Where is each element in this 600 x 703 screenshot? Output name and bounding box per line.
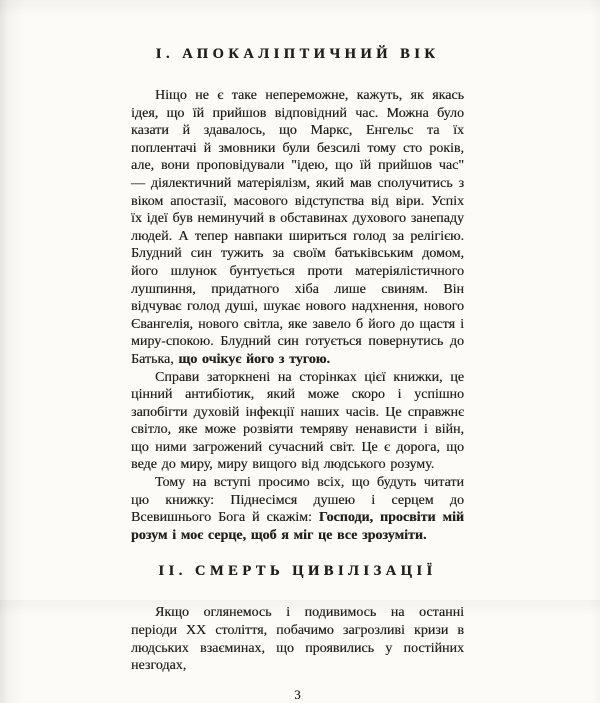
paragraph (131, 474, 464, 544)
paragraph-text: Тому на вступі просимо всіх, що будуть читати цю книжку: Піднесімся душею і серцем до Всевишнього Бога й скажім: (131, 475, 464, 526)
paragraph-text-emphasis: що очікує його з тугою. (178, 351, 330, 367)
paragraph (131, 604, 464, 674)
chapter-heading-apocalyptic-age: І. АПОКАЛІПТИЧНИЙ ВІК (155, 46, 440, 62)
paragraph-text-emphasis: Господи, просвіти мій розум і моє серце, щоб я міг це все зрозуміти. (131, 510, 464, 543)
chapter-heading-death-of-civilization: ІІ. СМЕРТЬ ЦИВІЛІЗАЦІЇ (158, 563, 437, 580)
paragraph-text: Справи заторкнені на сторінках цієї книжки, це цінний антибіотик, який може скоро і успішно запобігти духовій інфекції наших часів. Це справжнє світло, яке може розвіяти темряву ненависти і війн, що ними загрожений сучасний світ. Це є дорога, що веде до миру, миру вищого від людського розуму. (131, 369, 464, 473)
page-number: 3 (294, 687, 301, 702)
paragraph (131, 87, 464, 369)
paragraph-text: Ніщо не є таке непереможне, кажуть, як якась ідея, що їй прийшов відповідний час. Можна було казати й здавалось, що Маркс, Енгельс та їх поплентачі й змовники були безсилі тому сто років, але, вони проповідували "ідею, що їй прийшов час" — діялектичний матеріялізм, який мав сполучитись з віком апостазії, масового відступства від віри. Успіх їх ідеї був неминучий в обставинах духового занепаду людей. А тепер навпаки шириться голод за релігією. Блудний син тужить за своїм батьківським домом, його шлунок бунтується проти матеріялістичного лушпиння, придатного хіба лише свиням. Він відчуває голод душі, шукає нового надхнення, нового Євангелія, нового світла, яке завело б його до щастя і миру-спокою. Блудний син готується повернутись до Батька, (131, 88, 464, 367)
paragraph-text: Якщо оглянемось і подивимось на останні періоди ХХ століття, побачимо загрозливі кризи в людських взаєминах, що проявились у постійних незгодах, (131, 605, 464, 674)
paragraph (131, 369, 464, 475)
